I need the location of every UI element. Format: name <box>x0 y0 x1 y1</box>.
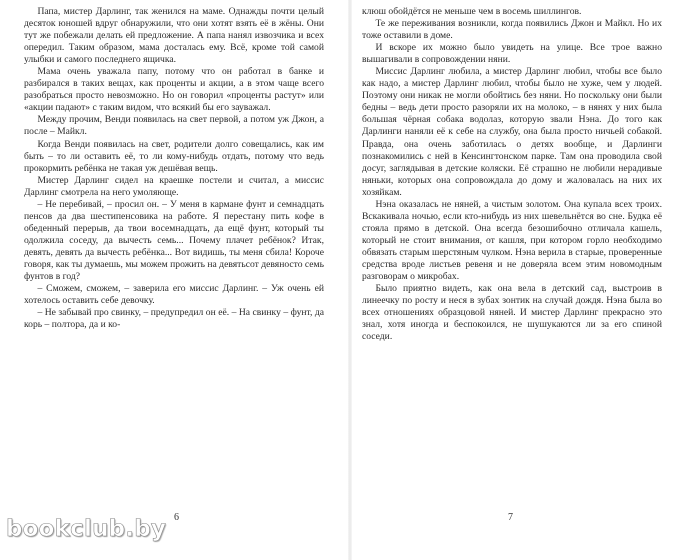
paragraph: Мама очень уважала папу, потому что он работал в банке и разбирался в таких вещах, как проценты и акции, а в этом чаще всего разобраться просто невозможно. Но он говорил «проценты растут» или «акции падают» с таким видом, что всякий бы его зауважал. <box>24 66 324 114</box>
page-gutter <box>348 0 352 560</box>
paragraph: Мистер Дарлинг сидел на краешке постели и считал, а миссис Дарлинг смотрела на него умоляюще. <box>24 174 324 198</box>
page-number-right: 7 <box>508 512 513 523</box>
watermark-logo: bookclub.by <box>6 516 167 542</box>
paragraph: Те же переживания возникли, когда появились Джон и Майкл. Но их тоже оставили в доме. <box>362 18 662 42</box>
left-page <box>24 6 324 331</box>
paragraph: Папа, мистер Дарлинг, так женился на маме. Однажды почти целый десяток юношей вдруг обнаружили, что они хотят взять её в жёны. Они тут же побежали делать ей предложение. А папа нанял извозчика и всех опередил. Таким образом, мама досталась ему. Всё, кроме той самой улыбки и самого последнего ящичка. <box>24 6 324 66</box>
paragraph: Было приятно видеть, как она вела в детский сад, выстроив в линеечку по росту и неся в зубах зонтик на случай дождя. Нэна была во всех отношениях образцовой няней. И мистер Дарлинг прекрасно это знал, хотя иногда и беспокоился, не шушукаются ли за его спиной соседи. <box>362 283 662 343</box>
paragraph: И вскоре их можно было увидеть на улице. Все трое важно вышагивали в сопровождении няни. <box>362 42 662 66</box>
paragraph: Миссис Дарлинг любила, а мистер Дарлинг любил, чтобы все было как надо, а мистер Дарлинг любил, чтобы было не хуже, чем у людей. Поэтому они никак не могли обойтись без няни. Но поскольку они были бедны – ведь дети просто разоряли их на молоко, – в нянях у них была большая чёрная собака водолаз, которую звали Нэна. До того как Дарлинги наняли её к себе на службу, она была просто ничьей собакой. Правда, она очень заботилась о детях вообще, и Дарлинги познакомились с ней в Кенсингтонском парке. Там она проводила свой досуг, заглядывая в детские коляски. Её страшно не любили нерадивые няньки, которых она сопровождала до дому и жаловалась на них их хозяйкам. <box>362 66 662 198</box>
paragraph: Когда Венди появилась на свет, родители долго совещались, как им быть – то ли оставить её, то ли кому-нибудь отдать, потому что ведь прокормить ребёнка не такая уж дешёвая вещь. <box>24 138 324 174</box>
paragraph: клюш обойдётся не меньше чем в восемь шиллингов. <box>362 6 582 17</box>
page-number-left: 6 <box>174 512 179 523</box>
paragraph: – Сможем, сможем, – заверила его миссис Дарлинг. – Уж очень ей хотелось оставить себе девочку. <box>24 283 324 307</box>
paragraph: Между прочим, Венди появилась на свет первой, а потом уж Джон, а после – Майкл. <box>24 114 324 138</box>
paragraph: Нэна оказалась не няней, а чистым золотом. Она купала всех троих. Вскакивала ночью, если кто-нибудь из них шевельнётся во сне. Будка её стояла прямо в детской. Она всегда безошибочно отличала кашель, который не стоит внимания, от кашля, при котором горло необходимо обвязать старым шерстяным чулком. Нэна верила в старые, проверенные средства вроде листьев ревеня и не доверяла всем этим новомодным разговорам о микробах. <box>362 198 662 283</box>
paragraph: – Не перебивай, – просил он. – У меня в кармане фунт и семнадцать пенсов да два шестипенсовика на работе. Я перестану пить кофе в обеденный перерыв, да твои восемнадцать, да ещё фунт, который ты одолжила соседу, да вычесть семь... Почему плачет ребёнок? Итак, девять, девять да вычесть ребёнка... Вот видишь, ты меня сбила! Короче говоря, как ты думаешь, мы можем прожить на девятьсот девяносто семь фунтов в год? <box>24 198 324 283</box>
paragraph: – Не забывай про свинку, – предупредил он её. – На свинку – фунт, да корь – полтора, да и ко- <box>24 307 324 331</box>
right-page <box>362 6 662 343</box>
